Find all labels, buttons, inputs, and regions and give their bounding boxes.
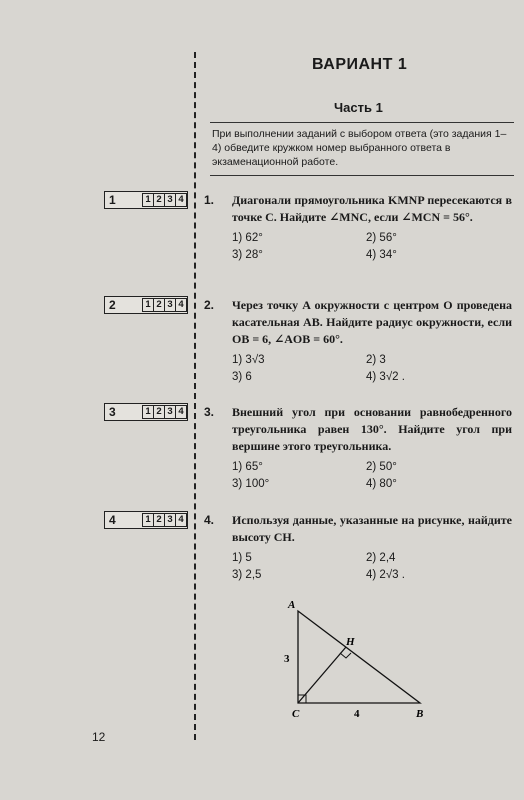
task-number: 2. <box>204 298 215 312</box>
answer-cell[interactable]: 1 <box>142 405 154 419</box>
option[interactable]: 3) 2,5 <box>232 569 262 581</box>
answer-cells <box>143 513 187 527</box>
cut-line <box>194 52 196 740</box>
option[interactable]: 3) 100° <box>232 478 270 490</box>
task-text: Диагонали прямоугольника KMNP пересекаются в точке C. Найдите ∠MNC, если ∠MCN = 56°. <box>232 193 512 224</box>
task-3 <box>204 404 512 493</box>
part-title: Часть 1 <box>334 100 383 115</box>
answer-options <box>232 459 512 493</box>
option[interactable]: 2) 50° <box>366 461 397 473</box>
triangle-abc <box>298 611 420 703</box>
answer-options <box>232 550 512 584</box>
option[interactable]: 1) 65° <box>232 461 263 473</box>
task-text: Используя данные, указанные на рисунке, найдите высоту CH. <box>232 513 512 544</box>
option[interactable]: 2) 56° <box>366 232 397 244</box>
answer-box-number: 4 <box>109 513 116 527</box>
option[interactable]: 3) 6 <box>232 371 252 383</box>
answer-cells <box>143 193 187 207</box>
vertex-label-a: A <box>288 599 296 611</box>
option[interactable]: 4) 80° <box>366 478 397 490</box>
side-label-ac: 3 <box>284 653 290 665</box>
answer-box-4[interactable] <box>104 511 188 529</box>
answer-cell[interactable]: 3 <box>164 513 176 527</box>
option[interactable]: 3) 28° <box>232 249 263 261</box>
answer-cell[interactable]: 2 <box>153 298 165 312</box>
answer-box-number: 1 <box>109 193 116 207</box>
answer-box-1[interactable] <box>104 191 188 209</box>
answer-cell[interactable]: 4 <box>175 513 187 527</box>
answer-cell[interactable]: 2 <box>153 513 165 527</box>
answer-options <box>232 352 512 386</box>
task-number: 4. <box>204 513 215 527</box>
answer-cells <box>143 298 187 312</box>
page-number: 12 <box>92 730 106 744</box>
instruction-text: При выполнении заданий с выбором ответа (это задания 1–4) обведите кружком номер выбранного ответа в экзаменационной работе. <box>210 122 514 176</box>
answer-options <box>232 230 512 264</box>
answer-cell[interactable]: 3 <box>164 298 176 312</box>
answer-cell[interactable]: 3 <box>164 193 176 207</box>
option[interactable]: 1) 5 <box>232 552 252 564</box>
answer-cell[interactable]: 4 <box>175 193 187 207</box>
answer-cell[interactable]: 1 <box>142 298 154 312</box>
answer-box-number: 2 <box>109 298 116 312</box>
task-text: Внешний угол при основании равнобедренного треугольника равен 130°. Найдите угол при вершине этого треугольника. <box>232 405 512 453</box>
vertex-label-c: C <box>292 708 300 720</box>
option[interactable]: 1) 3√3 <box>232 354 265 366</box>
answer-cells <box>143 405 187 419</box>
option[interactable]: 4) 3√2 . <box>366 371 405 383</box>
option[interactable]: 4) 2√3 . <box>366 569 405 581</box>
right-angle-mark-h <box>340 653 351 658</box>
answer-box-3[interactable] <box>104 403 188 421</box>
task-text: Через точку A окружности с центром O проведена касательная AB. Найдите радиус окружности, если OB = 6, ∠AOB = 60°. <box>232 298 512 346</box>
answer-cell[interactable]: 3 <box>164 405 176 419</box>
answer-cell[interactable]: 2 <box>153 405 165 419</box>
triangle-figure <box>270 595 450 725</box>
answer-cell[interactable]: 2 <box>153 193 165 207</box>
side-label-cb: 4 <box>354 708 360 720</box>
answer-box-2[interactable] <box>104 296 188 314</box>
option[interactable]: 4) 34° <box>366 249 397 261</box>
task-number: 3. <box>204 405 215 419</box>
answer-box-number: 3 <box>109 405 116 419</box>
vertex-label-h: H <box>346 636 355 648</box>
task-1 <box>204 192 512 264</box>
task-2 <box>204 297 512 386</box>
option[interactable]: 1) 62° <box>232 232 263 244</box>
task-4 <box>204 512 512 584</box>
variant-title: ВАРИАНТ 1 <box>312 56 408 73</box>
answer-cell[interactable]: 1 <box>142 513 154 527</box>
option[interactable]: 2) 2,4 <box>366 552 396 564</box>
task-number: 1. <box>204 193 215 207</box>
option[interactable]: 2) 3 <box>366 354 386 366</box>
answer-cell[interactable]: 4 <box>175 298 187 312</box>
vertex-label-b: B <box>416 708 424 720</box>
answer-cell[interactable]: 1 <box>142 193 154 207</box>
answer-cell[interactable]: 4 <box>175 405 187 419</box>
